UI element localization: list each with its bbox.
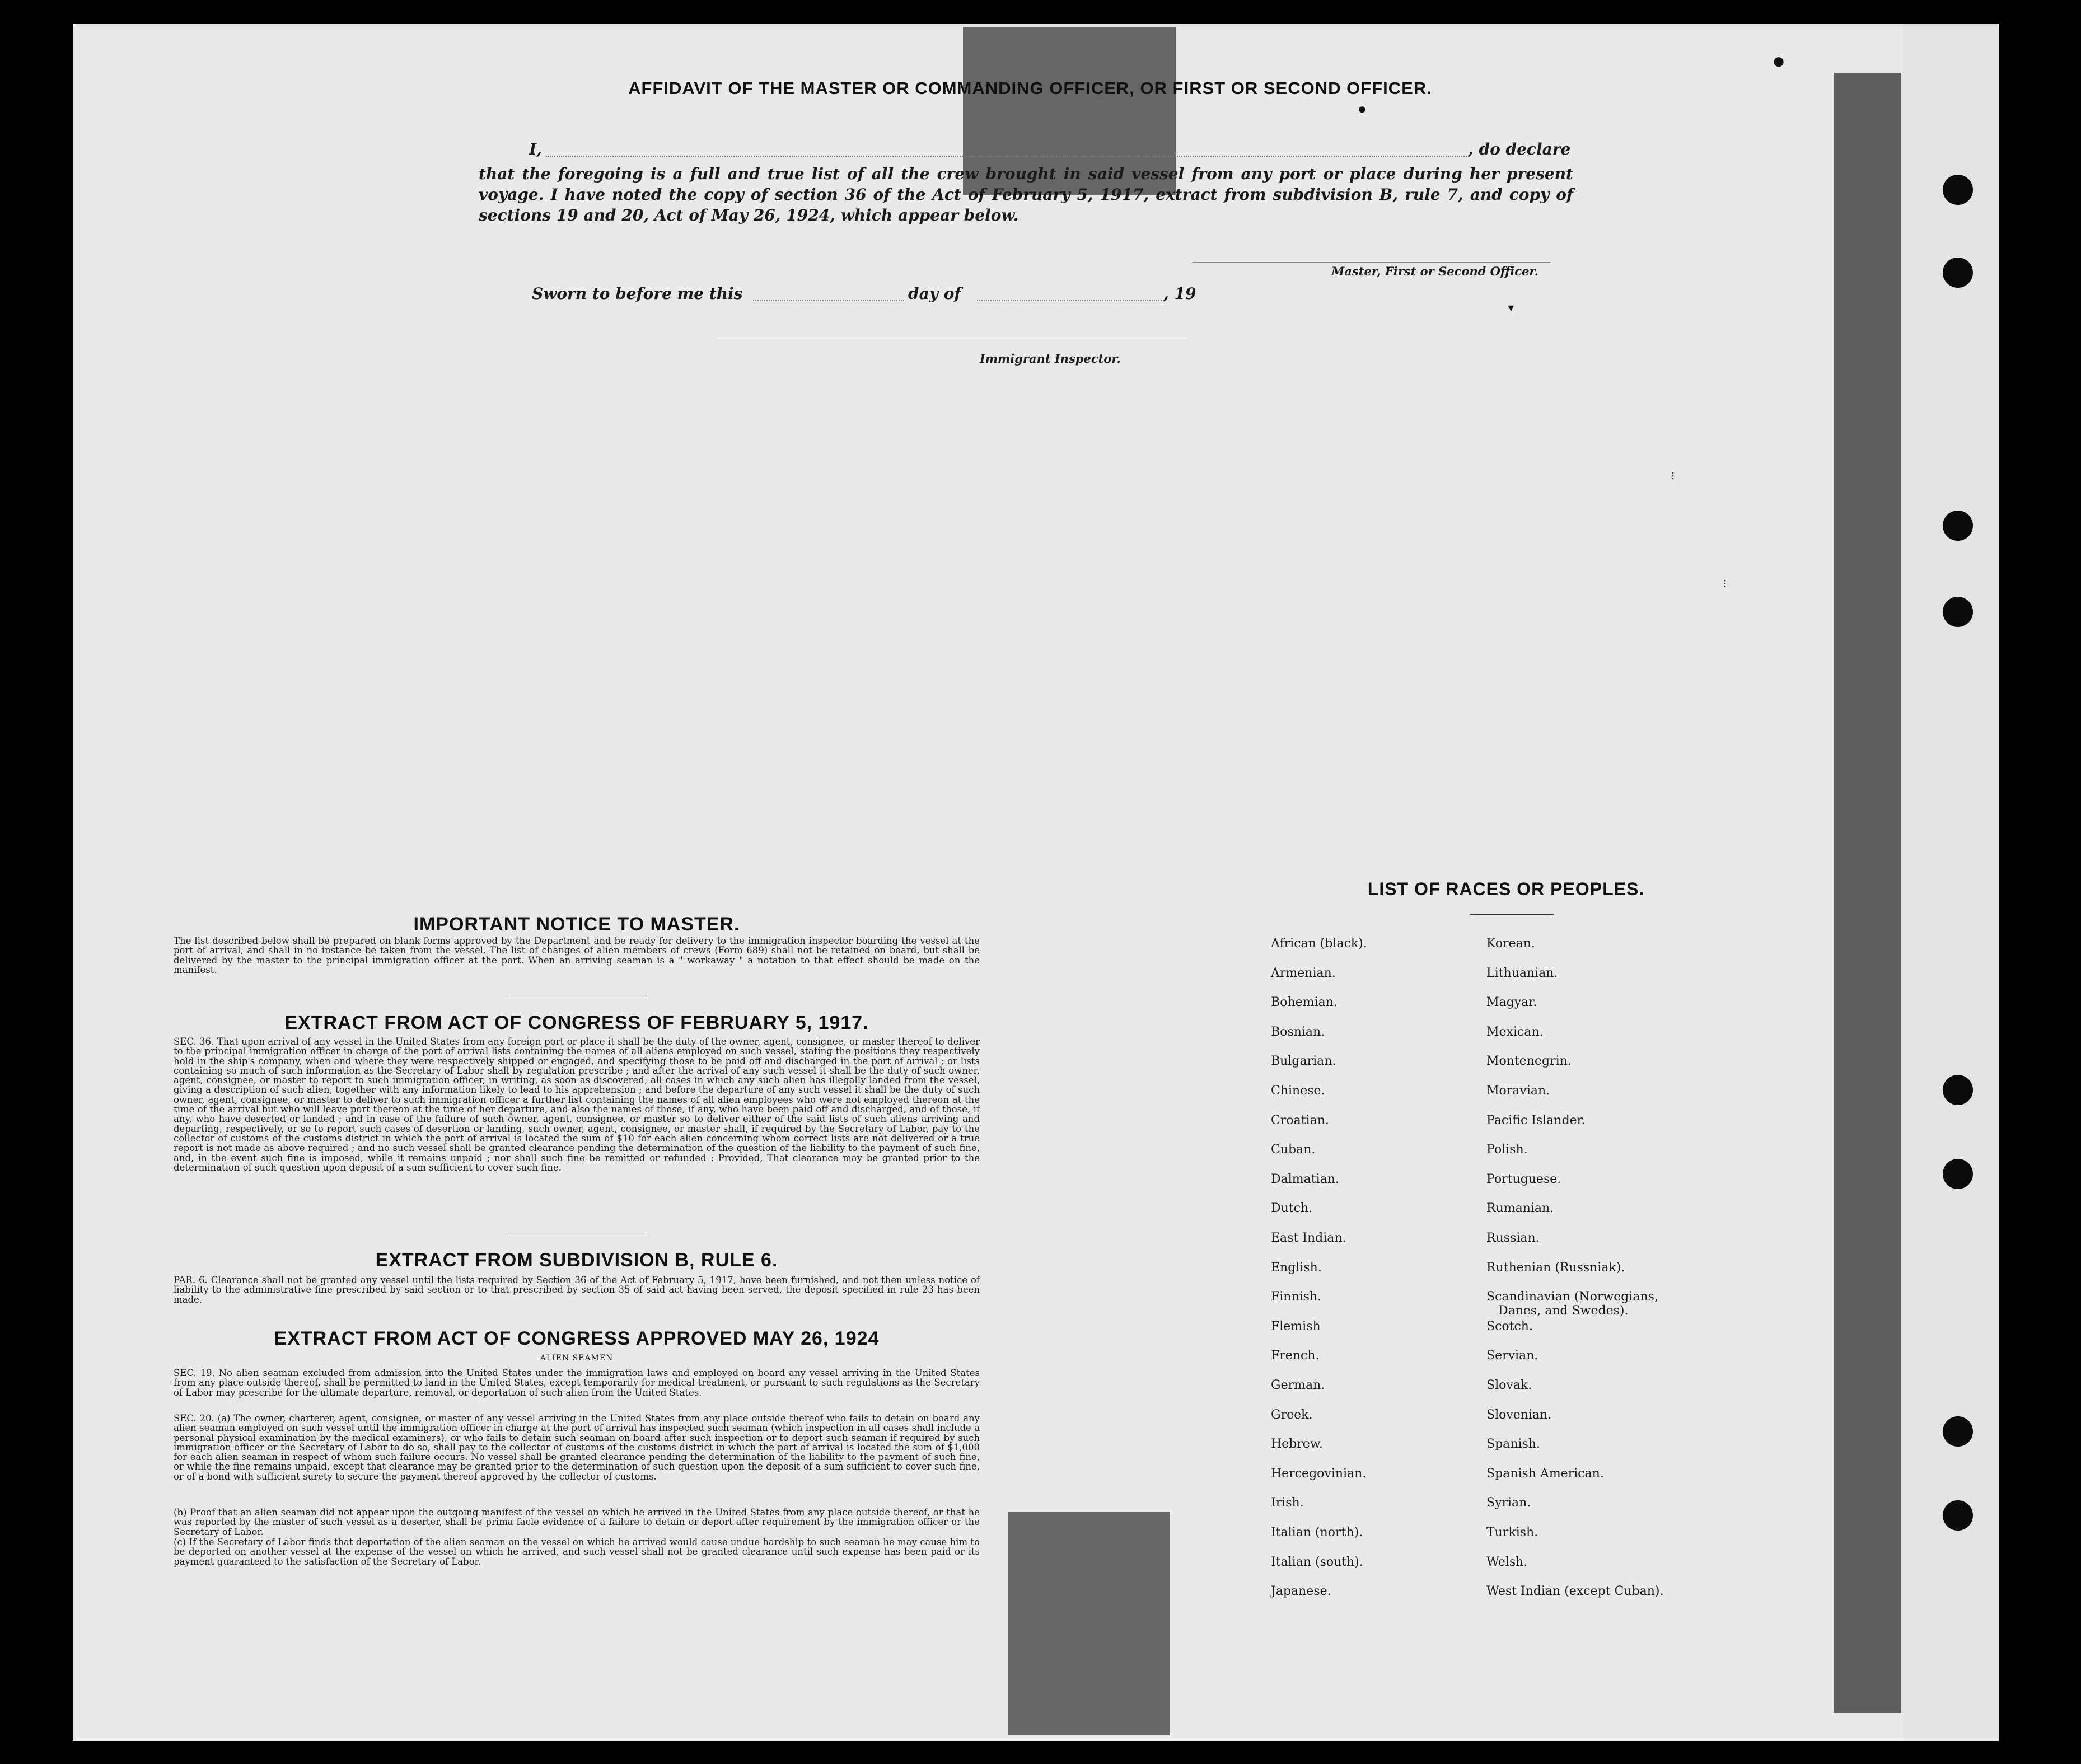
race-item: Hercegovinian. [1271,1466,1367,1481]
race-item: Bulgarian. [1271,1054,1336,1069]
race-item: Cuban. [1271,1143,1316,1157]
race-item: German. [1271,1378,1325,1392]
dark-edge-strip [1834,73,1901,1713]
race-item: Montenegrin. [1486,1054,1572,1069]
race-item: French. [1271,1349,1320,1363]
punch-hole [1943,597,1973,627]
race-item: Greek. [1271,1407,1313,1422]
rule6-text: PAR. 6. Clearance shall not be granted any vessel until the lists required by Section 36 of the Act of February 5, 1917, have been furnished, and not then unless notice of liability to the administrative fine prescribed by said section or to that prescribed by section 35 of said act having been served, the deposit specified in rule 23 has been made. [174,1275,980,1305]
name-blank-line [546,156,1467,157]
declaration-first-word: I, [529,140,542,158]
punch-hole [1943,511,1973,541]
race-item: Korean. [1486,937,1535,951]
inspector-caption: Immigrant Inspector. [980,352,1121,366]
race-item: Irish. [1271,1496,1304,1510]
notice-text: The list described below shall be prepared on blank forms approved by the Department and be ready for delivery to the immigration inspector boarding the vessel at the port of arrival, and shall in no instance be taken from the vessel. The list of changes of alien members of crews (Form 689) shall not be retained on board, but shall be delivered by the master to the principal immigration officer at the port. When an arriving seaman is a " workaway " a notation to that effect should be made on the manifest. [174,935,980,975]
notice-title: IMPORTANT NOTICE TO MASTER. [413,914,740,935]
scan-mark: ⁝ [1671,470,1675,483]
race-item: Armenian. [1271,966,1336,980]
declaration-text: that the foregoing is a full and true list of all the crew brought in said vessel from any port or place during her present voyage. I have noted the copy of section 36 of the Act of February 5, 1917, extract from subdivision B, rule 7, and copy of sections 19 and 20, Act of May 26, 1924, which appear below. [479,165,1573,224]
race-item: Moravian. [1486,1084,1550,1098]
race-item: English. [1271,1260,1322,1275]
race-item: Slovenian. [1486,1407,1552,1422]
month-blank [977,300,1162,301]
race-item: East Indian. [1271,1231,1346,1245]
race-item: Syrian. [1486,1496,1531,1510]
race-item: Italian (south). [1271,1555,1363,1569]
race-item: Russian. [1486,1231,1540,1245]
race-item: Welsh. [1486,1555,1528,1569]
sec20b-text: (b) Proof that an alien seaman did not appear upon the outgoing manifest of the vessel on which he arrived in the United States from any place outside thereof, or that he was reported by the master of such vessel as a deserter, shall be prima facie evidence of a failure to detain or deport after requirement by the immigration officer or the Secretary of Labor. [174,1507,980,1537]
race-item: Spanish American. [1486,1466,1604,1481]
sec20c-text: (c) If the Secretary of Labor finds that deportation of the alien seaman on the vessel on which he arrived would cause undue hardship to such seaman he may cause him to be deported on another vessel at the expense of the vessel on which he arrived, and such vessel shall not be granted clearance until such expense has been paid or its payment guaranteed to the satisfaction of the Secretary of Labor. [174,1537,980,1567]
race-item: Magyar. [1486,995,1537,1010]
race-item: Italian (north). [1271,1526,1363,1540]
race-item: Bohemian. [1271,995,1338,1010]
race-item: Scandinavian (Norwegians, Danes, and Swedes). [1486,1290,1658,1318]
race-item: Rumanian. [1486,1201,1554,1216]
punch-hole [1943,1416,1973,1447]
rule6-title: EXTRACT FROM SUBDIVISION B, RULE 6. [375,1250,778,1271]
ink-blot: ● [1358,101,1367,117]
race-item: Servian. [1486,1349,1538,1363]
race-item: Turkish. [1486,1526,1538,1540]
affidavit-title: AFFIDAVIT OF THE MASTER OR COMMANDING OFFICER, OR FIRST OR SECOND OFFICER. [628,78,1432,98]
ink-blot: ● [1772,48,1786,73]
race-item: Portuguese. [1486,1172,1561,1186]
extract-1917-text: SEC. 36. That upon arrival of any vessel in the United States from any foreign port or place it shall be the duty of the owner, agent, consignee, or master thereof to deliver to the principal immigration officer in charge of the port of arrival lists containing the names of all aliens employed on such vessel, stating the positions they respectively hold in the ship's company, when and where they were respectively shipped or engaged, and specifying those to be paid off and discharged in the port of arrival ; or lists containing so much of such information as the Secretary of Labor shall by regulation prescribe ; and after the arrival of any such vessel it shall be the duty of such owner, agent, consignee, or master to report to such immigration officer, in writing, as soon as discovered, all cases in which any such alien has illegally landed from the vessel, giving a description of such alien, together with any information likely to lead to his apprehension ; and before the departure of any such vessel it shall be the duty of such owner, agent, consignee, or master to deliver to such immigration officer a further list containing the names of all alien employees who were not employed thereon at the time of the arrival but who will leave port thereon at the time of her departure, and also the names of those, if any, who have been paid off and discharged, and of those, if any, who have deserted or landed ; and in case of the failure of such owner, agent, consignee, or master so to deliver either of the said lists of such aliens arriving and departing, respectively, or so to report such cases of desertion or landing, such owner, agent, consignee, or master shall, if required by the Secretary of Labor, pay to the collector of customs of the customs district in which the port of arrival is located the sum of $10 for each alien concerning whom correct lists are not delivered or a true report is not made as above required ; and no such vessel shall be granted clearance pending the determination of the question of the liability to the payment of such fine, and, in the event such fine is imposed, while it remains unpaid ; nor shall such fine be remitted or refunded : Provided, That clearance may be granted prior to the determination of such question upon deposit of a sum sufficient to cover such fine. [174,1036,980,1173]
punch-hole [1943,258,1973,288]
master-signature-line [1193,262,1551,263]
races-title-rule [1470,914,1554,915]
race-item: Bosnian. [1271,1024,1325,1039]
race-item: Pacific Islander. [1486,1113,1586,1127]
race-item: Scotch. [1486,1319,1533,1333]
race-item: Lithuanian. [1486,966,1558,980]
alien-seamen-subtitle: ALIEN SEAMEN [540,1354,614,1363]
race-item: Chinese. [1271,1084,1325,1098]
declaration-end: , do declare [1468,140,1571,158]
race-item: Flemish [1271,1319,1321,1333]
race-item: Spanish. [1486,1437,1540,1452]
race-item: African (black). [1271,937,1367,951]
punch-hole [1943,175,1973,205]
sec19-text: SEC. 19. No alien seaman excluded from admission into the United States under the immigration laws and employed on board any vessel arriving in the United States from any place outside thereof, shall be permitted to land in the United States, except temporarily for medical treatment, or pursuant to such regulations as the Secretary of Labor may prescribe for the ultimate departure, removal, or deportation of such alien from the United States. [174,1368,980,1398]
race-item: Slovak. [1486,1378,1532,1392]
race-item: Polish. [1486,1143,1528,1157]
race-item: Dalmatian. [1271,1172,1339,1186]
punch-hole [1943,1075,1973,1105]
races-title: LIST OF RACES OR PEOPLES. [1367,879,1645,899]
punch-hole [1943,1159,1973,1189]
extract-1917-title: EXTRACT FROM ACT OF CONGRESS OF FEBRUARY 5, 1917. [284,1012,869,1033]
scan-mark: ⁝ [1723,578,1727,590]
sec20a-text: SEC. 20. (a) The owner, charterer, agent, consignee, or master of any vessel arriving in the United States from any place outside thereof who fails to detain on board any alien seaman employed on such vessel until the immigration officer in charge at the port of arrival has inspected such seaman (which inspection in all cases shall include a personal physical examination by the medical examiners), or who fails to detain such seaman on board after such inspection or to deport such seaman if required by such immigration officer or the Secretary of Labor to do so, shall pay to the collector of customs of the customs district in which the port of arrival is located the sum of $1,000 for each alien seaman in respect of whom such failure occurs. No vessel shall be granted clearance pending the determination of the liability to the payment of such fine, or while the fine remains unpaid, except that clearance may be granted prior to the determination of such question upon the deposit of a sum sufficient to cover such fine, or of a bond with sufficient surety to secure the payment thereof approved by the collector of customs. [174,1413,980,1482]
race-item: Ruthenian (Russniak). [1486,1260,1625,1275]
race-item: Hebrew. [1271,1437,1324,1452]
signature-caption: Master, First or Second Officer. [1331,264,1538,278]
race-item: Finnish. [1271,1290,1322,1304]
race-item: Mexican. [1486,1024,1544,1039]
tape-patch-bottom [1008,1512,1170,1735]
ink-blot: ▼ [1506,302,1516,314]
race-item: Japanese. [1271,1584,1331,1599]
day-blank [753,300,904,301]
sworn-prefix: Sworn to before me this [532,284,743,303]
race-item: Croatian. [1271,1113,1329,1127]
punch-hole [1943,1500,1973,1531]
sworn-year: , 19 [1163,284,1196,303]
sworn-day: day of [908,284,961,303]
race-item: West Indian (except Cuban). [1486,1584,1664,1599]
extract-1924-title: EXTRACT FROM ACT OF CONGRESS APPROVED MAY 26, 1924 [274,1328,880,1349]
race-item: Dutch. [1271,1201,1313,1216]
